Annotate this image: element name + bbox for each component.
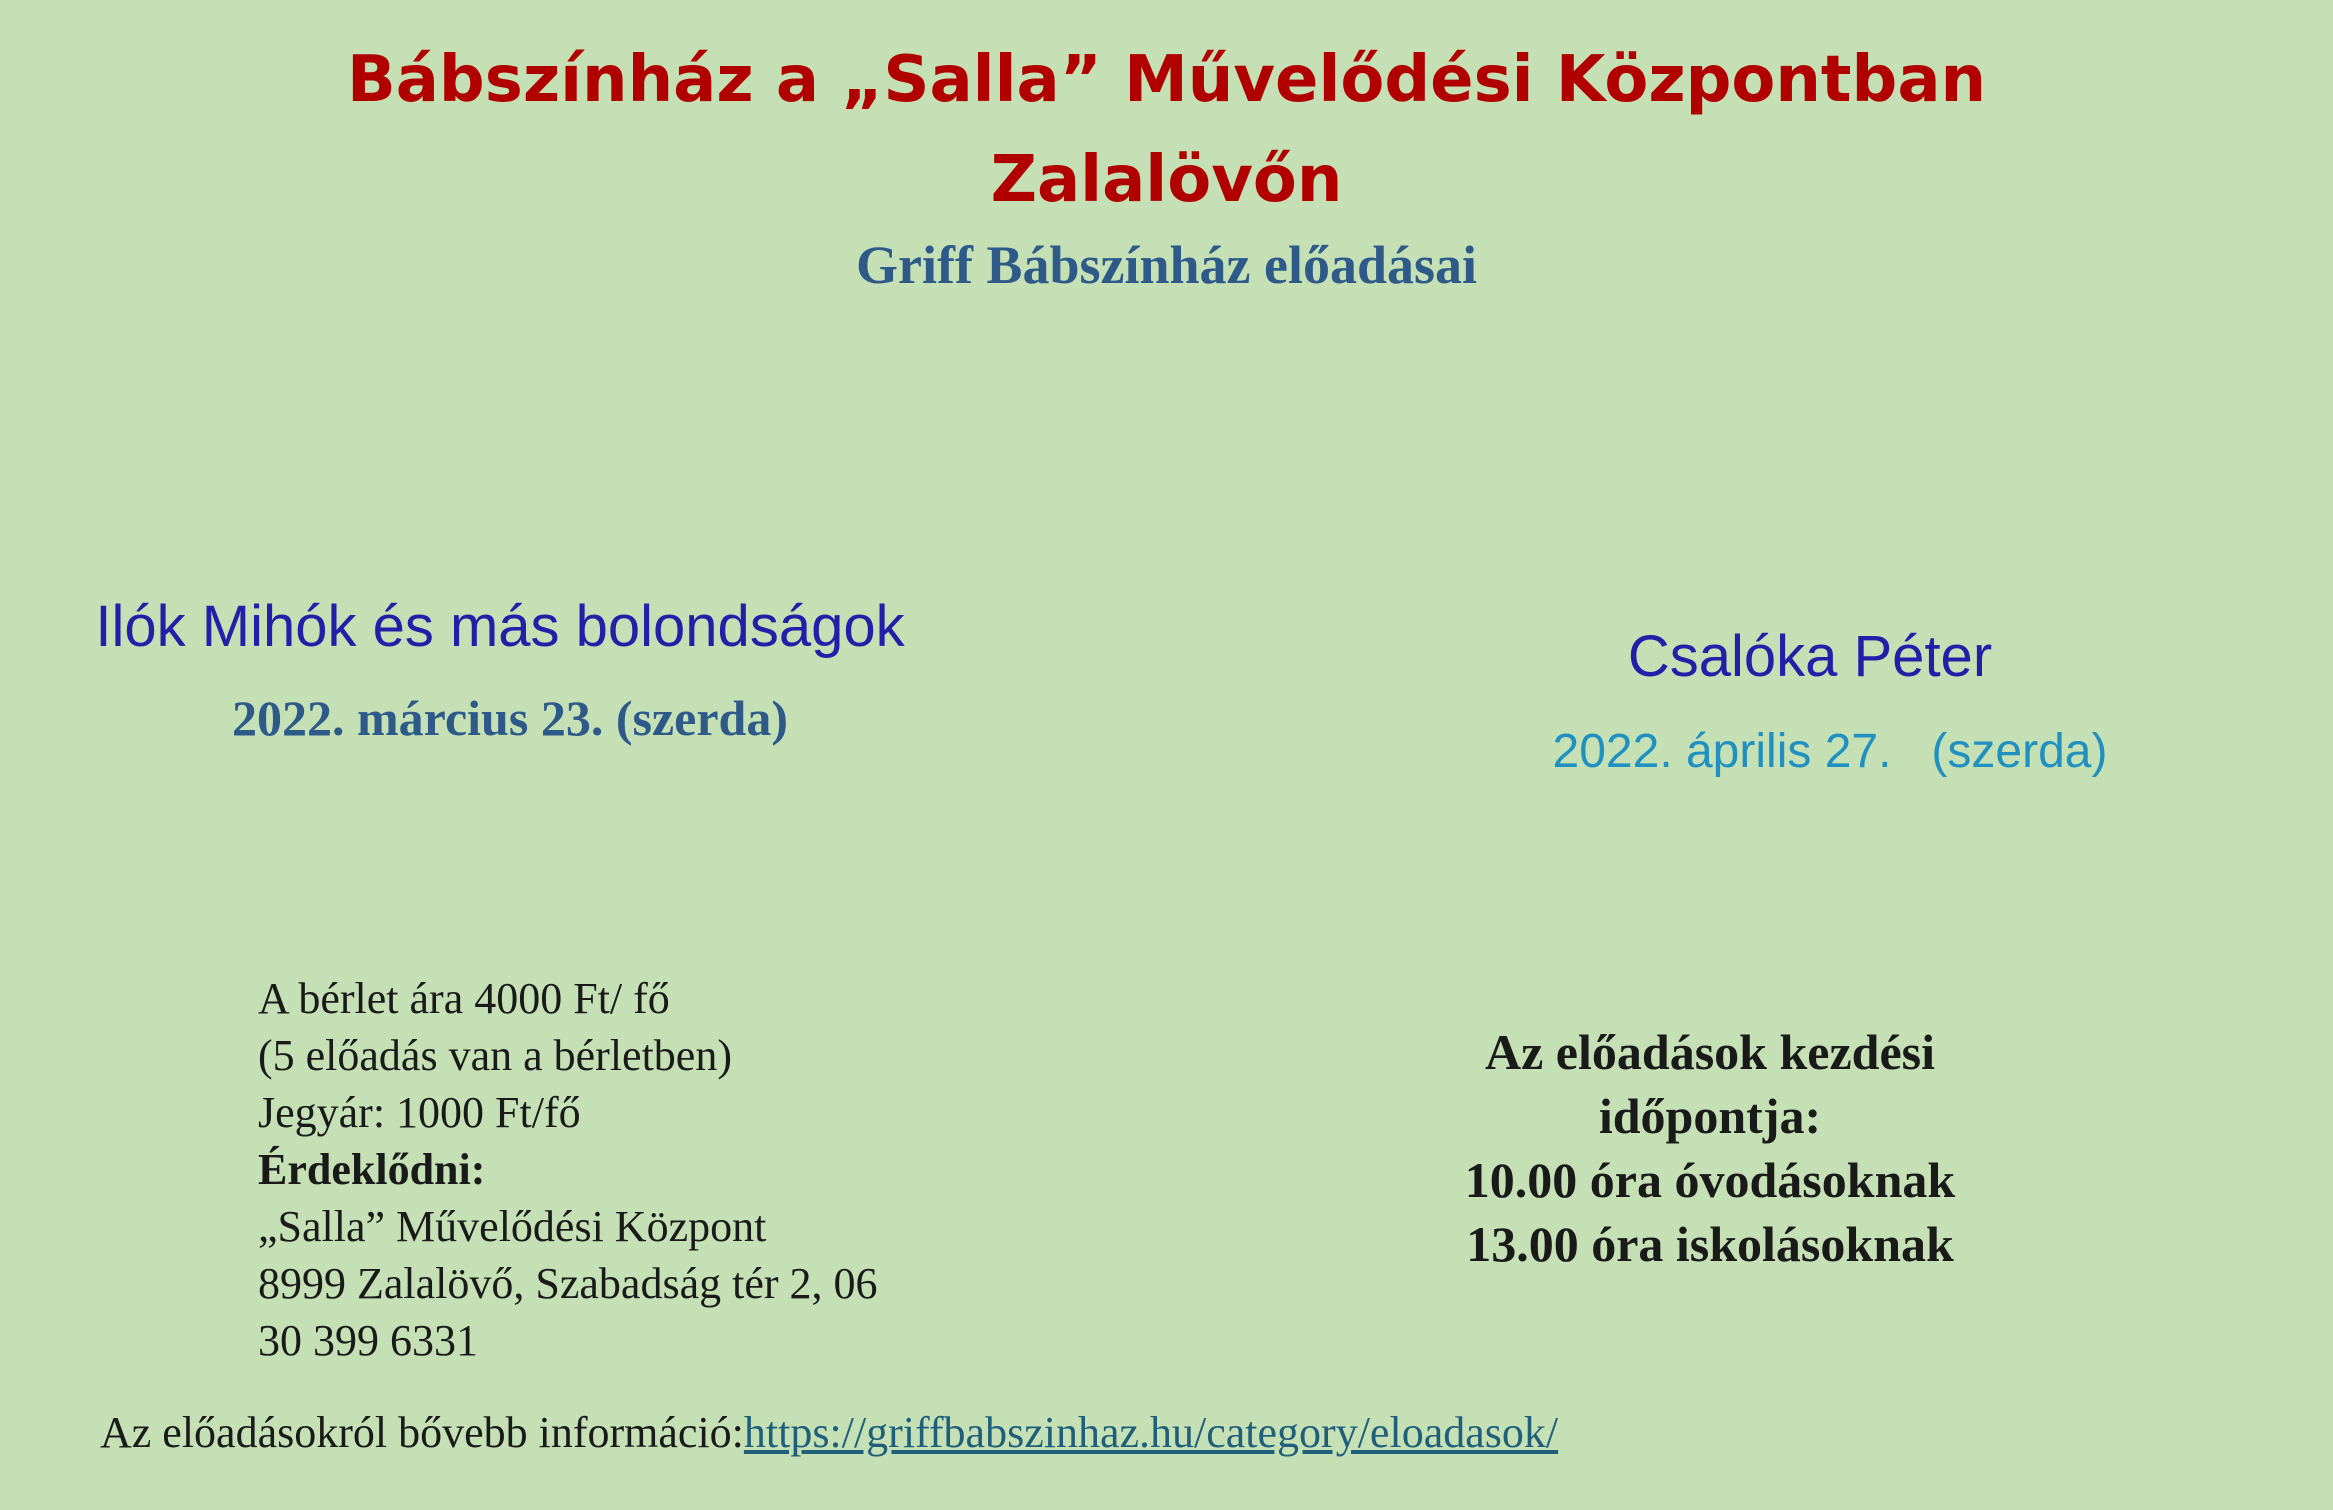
pricing-contact-info (258, 970, 878, 1369)
start-times-heading-1: Az előadások kezdési (1485, 1024, 1935, 1080)
show-1-title: Ilók Mihók és más bolondságok (95, 594, 905, 659)
more-info-link[interactable]: https://griffbabszinhaz.hu/category/eloadasok/ (743, 1408, 1559, 1457)
ticket-price: Jegyár: 1000 Ft/fő (258, 1088, 581, 1137)
start-time-kindergarten: 10.00 óra óvodásoknak (1464, 1152, 1956, 1208)
season-ticket-price: A bérlet ára 4000 Ft/ fő (258, 974, 670, 1023)
start-time-school: 13.00 óra iskolásoknak (1466, 1216, 1954, 1272)
venue-phone: 30 399 6331 (258, 1316, 478, 1365)
more-info-footer (100, 1405, 1558, 1461)
page-subtitle: Griff Bábszínház előadásai (855, 235, 1478, 295)
show-2-date: 2022. április 27. (szerda) (1552, 725, 2108, 778)
show-1-date: 2022. március 23. (szerda) (232, 690, 788, 746)
page-title-line-2: Zalalövőn (990, 143, 1343, 217)
venue-name: „Salla” Művelődési Központ (258, 1202, 767, 1251)
show-2-title: Csalóka Péter (1627, 624, 1993, 689)
start-times (1300, 1020, 2120, 1276)
season-ticket-note: (5 előadás van a bérletben) (258, 1031, 732, 1080)
page-title-line-1: Bábszínház a „Salla” Művelődési Központban (346, 43, 1987, 117)
more-info-label: Az előadásokról bővebb információ: (100, 1408, 744, 1457)
inquiry-label: Érdeklődni: (258, 1145, 486, 1194)
venue-address: 8999 Zalalövő, Szabadság tér 2, 06 (258, 1259, 878, 1308)
start-times-heading-2: időpontja: (1598, 1088, 1822, 1144)
